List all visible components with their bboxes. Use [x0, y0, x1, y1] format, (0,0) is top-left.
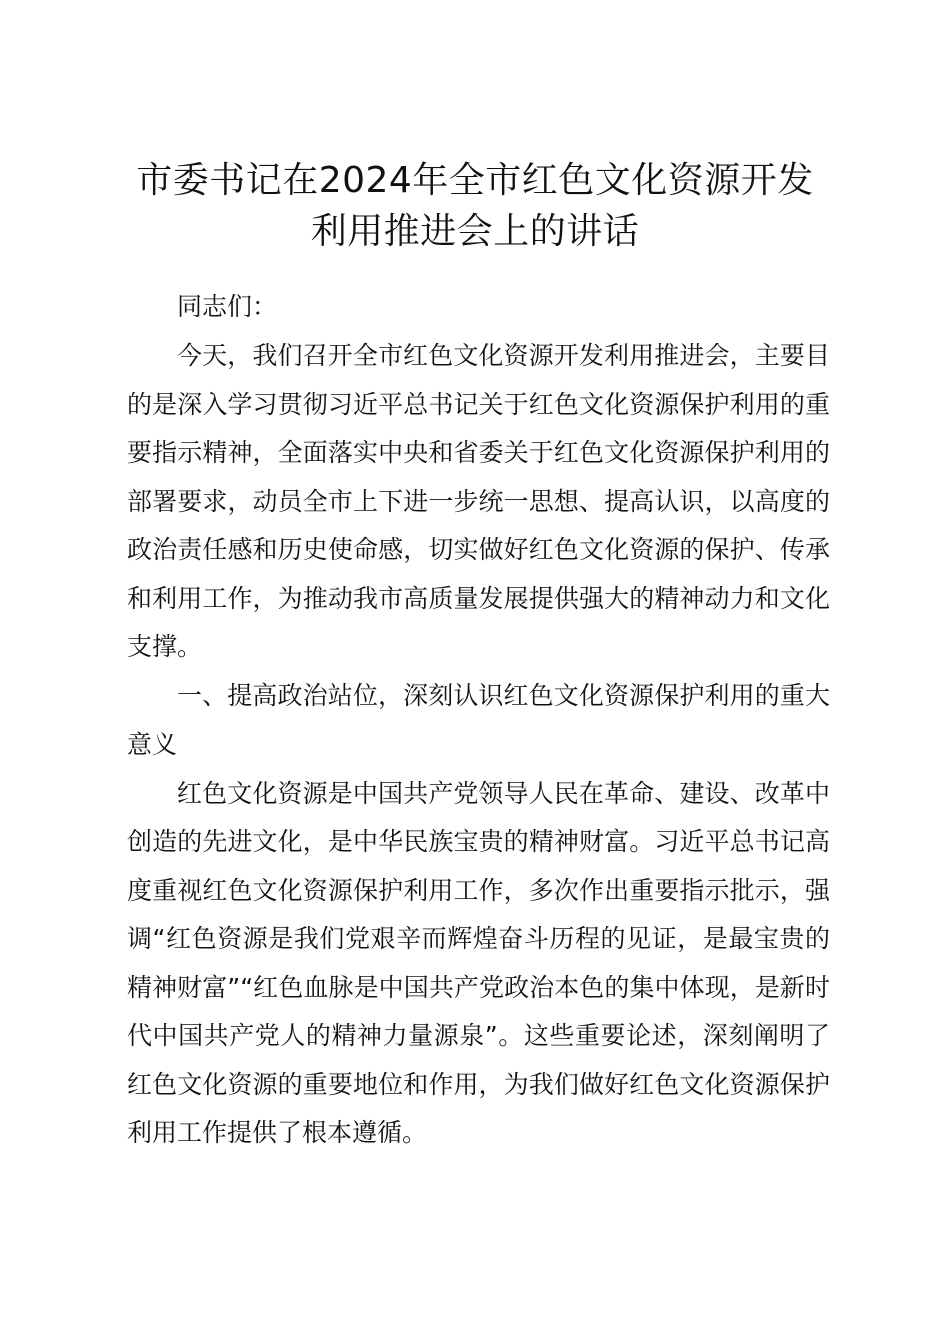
paragraph-significance: 红色文化资源是中国共产党领导人民在革命、建设、改革中创造的先进文化，是中华民族宝贵的精神财富。习近平总书记高度重视红色文化资源保护利用工作，多次作出重要指示批示，强调“红色资源是我们党艰辛而辉煌奋斗历程的见证，是最宝贵的精神财富”“红色血脉是中国共产党政治本色的集中体现，是新时代中国共产党人的精神力量源泉”。这些重要论述，深刻阐明了红色文化资源的重要地位和作用，为我们做好红色文化资源保护利用工作提供了根本遵循。 [127, 778, 830, 1147]
paragraph-intro: 今天，我们召开全市红色文化资源开发利用推进会，主要目的是深入学习贯彻习近平总书记关于红色文化资源保护利用的重要指示精神，全面落实中央和省委关于红色文化资源保护利用的部署要求，动员全市上下进一步统一思想、提高认识，以高度的政治责任感和历史使命感，切实做好红色文化资源的保护、传承和利用工作，为推动我市高质量发展提供强大的精神动力和文化支撑。 [127, 341, 830, 661]
section-heading-1: 一、提高政治站位，深刻认识红色文化资源保护利用的重大意义 [127, 681, 830, 759]
document-body [127, 283, 830, 1158]
salutation: 同志们： [177, 292, 278, 321]
document-title: 市委书记在2024年全市红色文化资源开发利用推进会上的讲话 [136, 160, 814, 252]
